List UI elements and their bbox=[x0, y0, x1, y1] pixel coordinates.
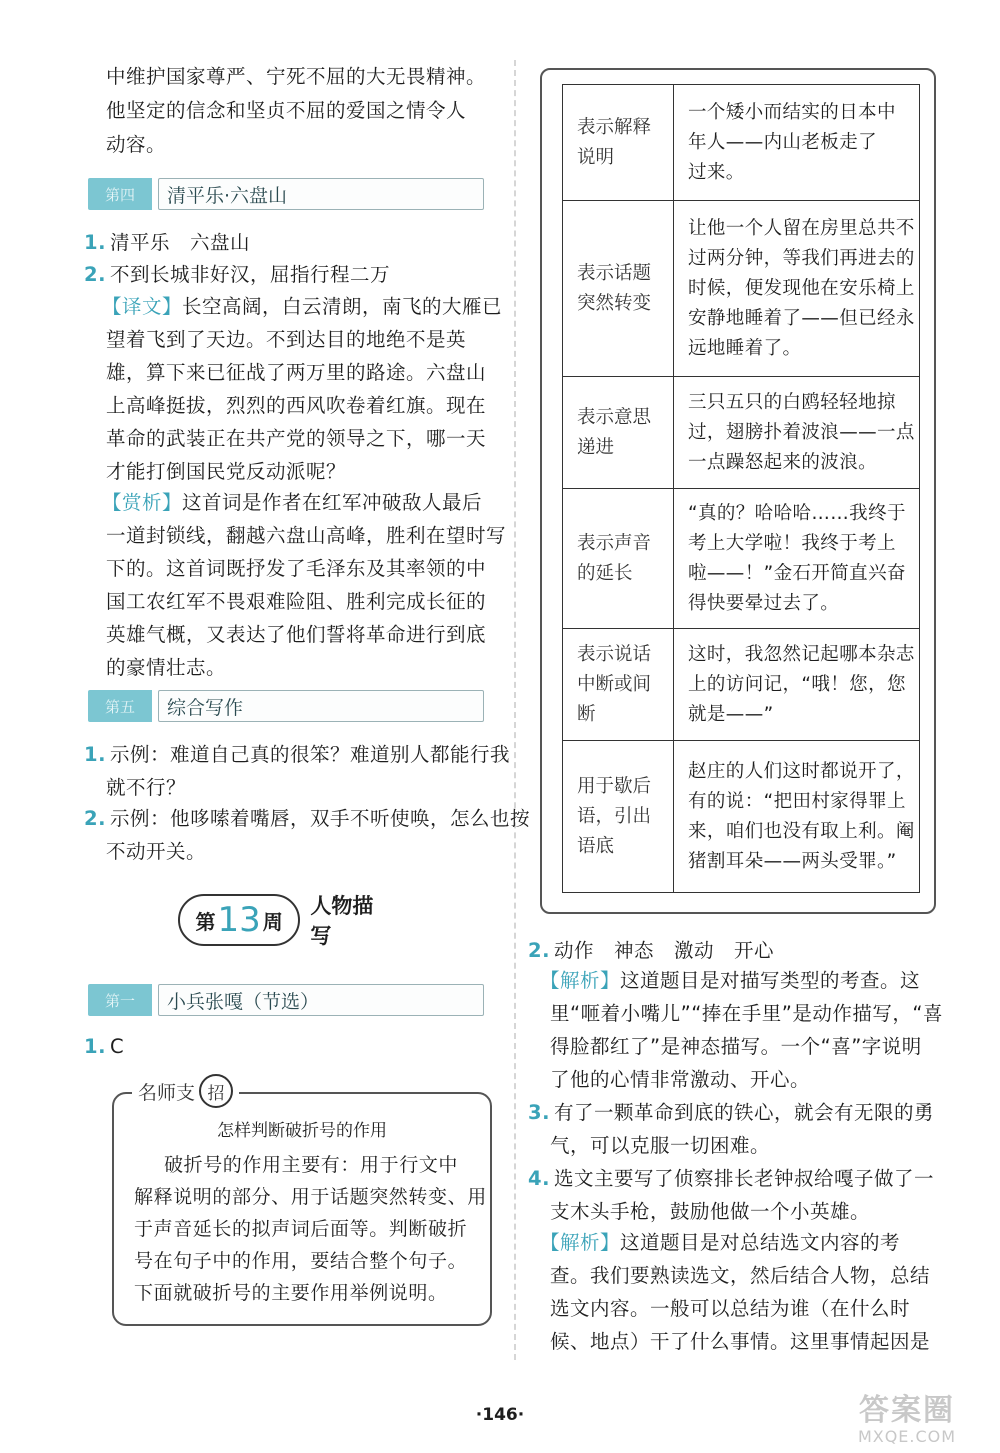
answer-item bbox=[84, 1034, 124, 1060]
section-title: 综合写作 bbox=[158, 690, 484, 722]
answer-item bbox=[528, 1166, 934, 1192]
watermark bbox=[822, 1392, 992, 1448]
analysis-line: 得脸都红了”是神态描写。一个“喜”字说明 bbox=[550, 1035, 922, 1058]
dash-type-line: 表示声音 bbox=[577, 532, 652, 554]
translation-line bbox=[102, 294, 502, 320]
dash-example-line: 就是——” bbox=[688, 703, 774, 725]
dash-example-line: 时候，便发现他在安乐椅上 bbox=[688, 277, 915, 299]
dash-type-line: 表示意思 bbox=[577, 406, 652, 428]
intro-line: 中维护国家尊严、宁死不屈的大无畏精神。 bbox=[106, 65, 487, 88]
analysis-text: 这道题目是对总结选文内容的考 bbox=[620, 1231, 901, 1254]
analysis-tag: 【解析】 bbox=[540, 969, 621, 992]
watermark-url: MXQE.COM bbox=[857, 1426, 957, 1446]
item-number: 1. bbox=[84, 1035, 106, 1058]
answer-line: 气，可以克服一切困难。 bbox=[550, 1134, 771, 1157]
dash-example-line: 过两分钟，等我们再进去的 bbox=[688, 247, 915, 269]
dash-example-line: 啦——！”金石开简直兴奋 bbox=[688, 562, 906, 584]
translation-line: 才能打倒国民党反动派呢？ bbox=[106, 460, 347, 483]
dash-usage-table-frame bbox=[540, 68, 936, 914]
analysis-line bbox=[540, 968, 920, 994]
analysis-line: 选文内容。一般可以总结为谁（在什么时 bbox=[550, 1297, 911, 1320]
section-header-liupanshan bbox=[88, 178, 484, 210]
dash-example-line: 过，翅膀扑着波浪——一点 bbox=[688, 421, 915, 443]
dash-type-line: 中断或间 bbox=[577, 673, 652, 695]
tip-title: 怎样判断破折号的作用 bbox=[217, 1121, 387, 1141]
week-title: 人物描写 bbox=[310, 894, 374, 948]
appreciation-line: 国工农红军不畏艰难险阻、胜利完成长征的 bbox=[106, 590, 487, 613]
section-tab: 第一 bbox=[88, 984, 152, 1016]
table-row bbox=[563, 489, 920, 629]
dash-example-line: 得快要晕过去了。 bbox=[688, 592, 840, 614]
section-tab: 第五 bbox=[88, 690, 152, 722]
appreciation-line: 的豪情壮志。 bbox=[106, 656, 227, 679]
item-text: 有了一颗革命到底的铁心，就会有无限的勇 bbox=[553, 1101, 934, 1124]
table-row bbox=[563, 377, 920, 489]
dash-example-line: 远地睡着了。 bbox=[688, 337, 802, 359]
dash-example-line: 来，咱们也没有取上利。阉 bbox=[688, 820, 915, 842]
week-pre: 第 bbox=[195, 909, 216, 934]
answer-item bbox=[84, 262, 390, 288]
dash-type-line: 语底 bbox=[577, 835, 615, 857]
column-divider bbox=[514, 60, 516, 1360]
tip-badge: 招 bbox=[199, 1074, 233, 1108]
section-title: 清平乐·六盘山 bbox=[158, 178, 484, 210]
section-header-writing bbox=[88, 690, 484, 722]
item-number: 4. bbox=[528, 1167, 550, 1190]
item-number: 2. bbox=[84, 807, 106, 830]
section-title: 小兵张嘎（节选） bbox=[158, 984, 484, 1016]
appreciation-line bbox=[102, 490, 482, 516]
analysis-line bbox=[540, 1230, 900, 1256]
intro-line: 他坚定的信念和坚贞不屈的爱国之情令人 bbox=[106, 99, 467, 122]
analysis-text: 这道题目是对描写类型的考查。这 bbox=[620, 969, 921, 992]
item-text: 不到长城非好汉，屈指行程二万 bbox=[109, 263, 390, 286]
page-number: ·146· bbox=[475, 1405, 525, 1425]
dash-example-line: 猪割耳朵——两头受罪。” bbox=[688, 850, 897, 872]
dash-example-line: 赵庄的人们这时都说开了， bbox=[688, 760, 915, 782]
answer-item bbox=[84, 230, 250, 256]
dash-example-cell bbox=[674, 201, 920, 377]
item-number: 3. bbox=[528, 1101, 550, 1124]
item-number: 1. bbox=[84, 231, 106, 254]
dash-example-cell bbox=[674, 741, 920, 893]
dash-type-cell bbox=[563, 741, 674, 893]
dash-example-line: 有的说：“把田村家得罪上 bbox=[688, 790, 906, 812]
dash-example-line: 过来。 bbox=[688, 161, 745, 183]
translation-line: 望着飞到了天边。不到达目的地绝不是英 bbox=[106, 328, 467, 351]
dash-type-line: 用于歇后 bbox=[577, 775, 652, 797]
section-header-zhangga bbox=[88, 984, 484, 1016]
intro-line: 动容。 bbox=[106, 133, 167, 156]
appreciation-text: 这首词是作者在红军冲破敌人最后 bbox=[182, 491, 483, 514]
item-text: C bbox=[109, 1035, 125, 1058]
table-row bbox=[563, 629, 920, 741]
analysis-line: 里“咂着小嘴儿”“捧在手里”是动作描写，“喜 bbox=[550, 1002, 944, 1025]
week-number: 13 bbox=[217, 900, 261, 940]
appreciation-tag: 【赏析】 bbox=[102, 491, 183, 514]
tip-line: 破折号的作用主要有：用于行文中 bbox=[164, 1154, 459, 1176]
tip-line: 于声音延长的拟声词后面等。判断破折 bbox=[134, 1218, 468, 1240]
dash-example-cell bbox=[674, 489, 920, 629]
item-text: 动作 神态 激动 开心 bbox=[553, 939, 774, 962]
dash-example-line: 安静地睡着了——但已经永 bbox=[688, 307, 915, 329]
week-post: 周 bbox=[262, 909, 283, 934]
tip-header bbox=[132, 1074, 239, 1108]
analysis-line: 候、地点）干了什么事情。这里事情起因是 bbox=[550, 1330, 931, 1353]
dash-type-line: 的延长 bbox=[577, 562, 633, 584]
dash-type-line: 递进 bbox=[577, 436, 615, 458]
dash-type-line: 表示说话 bbox=[577, 643, 652, 665]
teacher-tip-box bbox=[112, 1081, 492, 1326]
tip-line: 下面就破折号的主要作用举例说明。 bbox=[134, 1282, 448, 1304]
analysis-line: 查。我们要熟读选文，然后结合人物，总结 bbox=[550, 1264, 931, 1287]
answer-line: 支木头手枪，鼓励他做一个小英雄。 bbox=[550, 1200, 871, 1223]
dash-example-line: 上的访问记，“哦！您，您 bbox=[688, 673, 906, 695]
tip-line: 解释说明的部分、用于话题突然转变、用 bbox=[134, 1186, 487, 1208]
translation-line: 雄，算下来已征战了两万里的路途。六盘山 bbox=[106, 361, 487, 384]
dash-example-line: “真的？哈哈哈……我终于 bbox=[688, 502, 906, 524]
item-number: 2. bbox=[528, 939, 550, 962]
tip-header-text: 名师支 bbox=[138, 1081, 196, 1104]
answer-line: 不动开关。 bbox=[106, 840, 207, 863]
dash-example-line: 一点躁怒起来的波浪。 bbox=[688, 451, 878, 473]
table-row bbox=[563, 741, 920, 893]
item-text: 选文主要写了侦察排长老钟叔给嘎子做了一 bbox=[553, 1167, 934, 1190]
table-row bbox=[563, 85, 920, 201]
item-number: 2. bbox=[84, 263, 106, 286]
dash-type-cell bbox=[563, 85, 674, 201]
answer-line: 就不行？ bbox=[106, 776, 187, 799]
item-text: 示例：难道自己真的很笨？难道别人都能行我 bbox=[109, 743, 510, 766]
analysis-line: 了他的心情非常激动、开心。 bbox=[550, 1068, 811, 1091]
dash-example-line: 年人——内山老板走了 bbox=[688, 131, 878, 153]
item-number: 1. bbox=[84, 743, 106, 766]
dash-type-line: 说明 bbox=[577, 146, 615, 168]
dash-example-line: 考上大学啦！我终于考上 bbox=[688, 532, 896, 554]
dash-example-line: 三只五只的白鸥轻轻地掠 bbox=[688, 391, 896, 413]
appreciation-line: 英雄气概，又表达了他们誓将革命进行到底 bbox=[106, 623, 487, 646]
answer-item bbox=[528, 1100, 934, 1126]
dash-example-line: 一个矮小而结实的日本中 bbox=[688, 101, 896, 123]
item-text: 示例：他哆嗦着嘴唇，双手不听使唤，怎么也按 bbox=[109, 807, 530, 830]
dash-type-line: 断 bbox=[577, 703, 596, 725]
dash-type-line: 表示话题 bbox=[577, 262, 652, 284]
item-text: 清平乐 六盘山 bbox=[109, 231, 250, 254]
dash-type-line: 表示解释 bbox=[577, 116, 652, 138]
section-tab: 第四 bbox=[88, 178, 152, 210]
dash-example-cell bbox=[674, 85, 920, 201]
answer-item bbox=[528, 938, 774, 964]
translation-line: 革命的武装正在共产党的领导之下，哪一天 bbox=[106, 427, 487, 450]
translation-line: 上高峰挺拔，烈烈的西风吹卷着红旗。现在 bbox=[106, 394, 487, 417]
dash-example-line: 让他一个人留在房里总共不 bbox=[688, 217, 915, 239]
dash-type-line: 语，引出 bbox=[577, 805, 652, 827]
translation-text: 长空高阔，白云清朗，南飞的大雁已 bbox=[182, 295, 503, 318]
week-cloud bbox=[178, 894, 300, 946]
dash-type-cell bbox=[563, 201, 674, 377]
week-banner bbox=[178, 894, 388, 946]
tip-line: 号在句子中的作用，要结合整个句子。 bbox=[134, 1250, 468, 1272]
answer-item bbox=[84, 806, 530, 832]
dash-usage-table bbox=[562, 84, 920, 893]
translation-tag: 【译文】 bbox=[102, 295, 183, 318]
appreciation-line: 一道封锁线，翻越六盘山高峰，胜利在望时写 bbox=[106, 524, 507, 547]
dash-example-cell bbox=[674, 377, 920, 489]
answer-item bbox=[84, 742, 510, 768]
dash-type-cell bbox=[563, 377, 674, 489]
dash-type-line: 突然转变 bbox=[577, 292, 652, 314]
watermark-logo: 答案圈 bbox=[859, 1392, 955, 1428]
appreciation-line: 下的。这首词既抒发了毛泽东及其率领的中 bbox=[106, 557, 487, 580]
dash-example-line: 这时，我忽然记起哪本杂志 bbox=[688, 643, 915, 665]
table-row bbox=[563, 201, 920, 377]
dash-type-cell bbox=[563, 489, 674, 629]
dash-type-cell bbox=[563, 629, 674, 741]
dash-example-cell bbox=[674, 629, 920, 741]
analysis-tag: 【解析】 bbox=[540, 1231, 621, 1254]
